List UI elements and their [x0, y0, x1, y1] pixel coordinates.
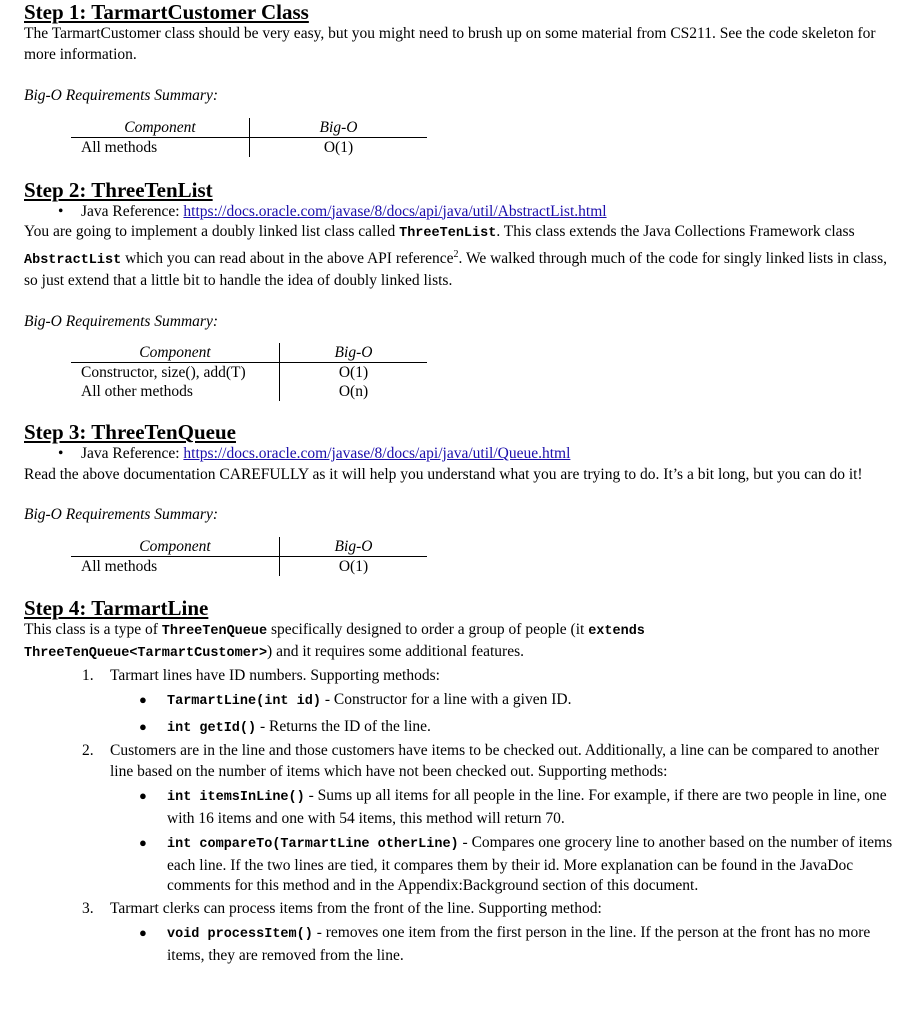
bullet-dot-icon: •	[58, 202, 64, 220]
table-cell-component: All methods	[81, 557, 158, 575]
list-item-text: Tarmart clerks can process items from the front of the line. Supporting method:	[110, 899, 602, 917]
step2-reference-bullet	[24, 202, 894, 223]
method-signature: int itemsInLine()	[167, 790, 305, 806]
list-item-text: Customers are in the line and those customers have items to be checked out. Additionally, a line can be compared to another line based on the number of items which have not been checked out. Supporting methods:	[110, 742, 880, 780]
list-item	[24, 741, 894, 897]
bullet-dot-icon: ●	[139, 835, 147, 851]
step4-intro	[24, 620, 894, 665]
step3-paragraph: Read the above documentation CAREFULLY as it will help you understand what you are trying to do. It’s a bit long, but you can do it!	[24, 465, 863, 483]
step1-heading: Step 1: TarmartCustomer Class	[24, 0, 309, 24]
method-description: - removes one item from the first person in the line. If the person at the front has no more items, they are removed from the line.	[167, 924, 871, 964]
bullet-dot-icon: ●	[139, 788, 147, 804]
method-item	[24, 690, 894, 713]
table-cell-component: All other methods	[81, 383, 193, 401]
footnote-marker: 2	[453, 248, 459, 260]
method-item	[24, 833, 894, 897]
table-cell-component: Constructor, size(), add(T)	[81, 364, 246, 382]
step2-heading: Step 2: ThreeTenList	[24, 177, 213, 202]
reference-label: Java Reference:	[81, 202, 184, 220]
method-item	[24, 786, 894, 829]
step3-bigo-table	[71, 537, 427, 576]
table-cell-component: All methods	[81, 138, 158, 156]
text-run: This class is a type of	[24, 620, 162, 638]
method-signature: int compareTo(TarmartLine otherLine)	[167, 837, 459, 853]
step2-summary-label: Big-O Requirements Summary:	[24, 312, 218, 330]
table-cell-bigo: O(1)	[250, 137, 428, 157]
text-run: . We walked through much of the code for singly linked lists in class, so just extend that a little bit to handle the idea of doubly linked lists.	[24, 249, 887, 290]
method-description: - Sums up all items for all people in the line. For example, if there are two people in line, one with 16 items and one with 54 items, this method will return 70.	[167, 787, 887, 827]
requirements-list	[24, 666, 894, 967]
text-run: You are going to implement a doubly linked list class called	[24, 223, 400, 240]
method-signature: TarmartLine(int id)	[167, 694, 321, 710]
table-header-bigo: Big-O	[280, 343, 428, 363]
bullet-dot-icon: •	[58, 445, 64, 463]
step1-summary-label: Big-O Requirements Summary:	[24, 87, 218, 104]
method-description: - Returns the ID of the line.	[256, 717, 431, 735]
method-list	[110, 923, 894, 966]
abstractlist-reference-link[interactable]: https://docs.oracle.com/javase/8/docs/api/java/util/AbstractList.html	[183, 202, 607, 220]
table-cell-bigo: O(1)	[280, 363, 428, 383]
text-run: specifically designed to order a group of people (it	[267, 620, 589, 638]
method-list	[110, 786, 894, 897]
list-item	[24, 899, 894, 967]
bullet-dot-icon: ●	[139, 692, 147, 708]
step3-heading: Step 3: ThreeTenQueue	[24, 420, 236, 445]
code-threetenlist: ThreeTenList	[399, 226, 497, 241]
reference-label: Java Reference:	[81, 445, 184, 463]
method-item	[24, 717, 894, 740]
method-list	[110, 690, 894, 739]
table-header-bigo: Big-O	[280, 537, 428, 557]
list-number: 1.	[82, 666, 94, 684]
table-header-component: Component	[71, 343, 280, 363]
bullet-dot-icon: ●	[139, 925, 147, 941]
list-item	[24, 666, 894, 740]
table-cell-bigo: O(n)	[280, 382, 428, 401]
code-abstractlist: AbstractList	[24, 252, 122, 268]
step4-heading: Step 4: TarmartLine	[24, 595, 209, 620]
method-description: - Constructor for a line with a given ID.	[320, 691, 572, 709]
step2-bigo-table	[71, 343, 427, 401]
table-header-bigo: Big-O	[250, 118, 428, 138]
method-item	[24, 923, 894, 966]
list-item-text: Tarmart lines have ID numbers. Supporting methods:	[110, 666, 440, 684]
step1-bigo-table	[71, 118, 427, 157]
list-number: 2.	[82, 742, 94, 760]
step3-reference-bullet	[24, 444, 894, 465]
method-signature: int getId()	[167, 720, 257, 736]
method-signature: void processItem()	[167, 927, 313, 943]
step1-paragraph: The TarmartCustomer class should be very easy, but you might need to brush up on some material from CS211. See the code skeleton for more information.	[24, 25, 876, 63]
step3-summary-label: Big-O Requirements Summary:	[24, 506, 218, 524]
bullet-dot-icon: ●	[139, 718, 147, 734]
method-description: - Compares one grocery line to another based on the number of items each line. If the two lines are tied, it compares them by their id. More explanation can be found in the JavaDoc comments for this method and in the Appendix:Background section of this document.	[167, 834, 893, 895]
code-threetenqueue: ThreeTenQueue	[161, 623, 268, 639]
code-extends: extends ThreeTenQueue<TarmartCustomer>	[24, 623, 645, 662]
step2-paragraph	[24, 222, 894, 292]
queue-reference-link[interactable]: https://docs.oracle.com/javase/8/docs/api/java/util/Queue.html	[183, 445, 571, 463]
table-header-component: Component	[71, 537, 280, 557]
table-cell-bigo: O(1)	[280, 556, 428, 576]
list-number: 3.	[82, 899, 94, 917]
text-run: which you can read about in the above API reference	[121, 249, 454, 267]
text-run: ) and it requires some additional features.	[267, 643, 525, 661]
text-run: . This class extends the Java Collections Framework class	[496, 223, 855, 240]
document-page	[24, 0, 894, 966]
table-header-component: Component	[71, 118, 250, 138]
